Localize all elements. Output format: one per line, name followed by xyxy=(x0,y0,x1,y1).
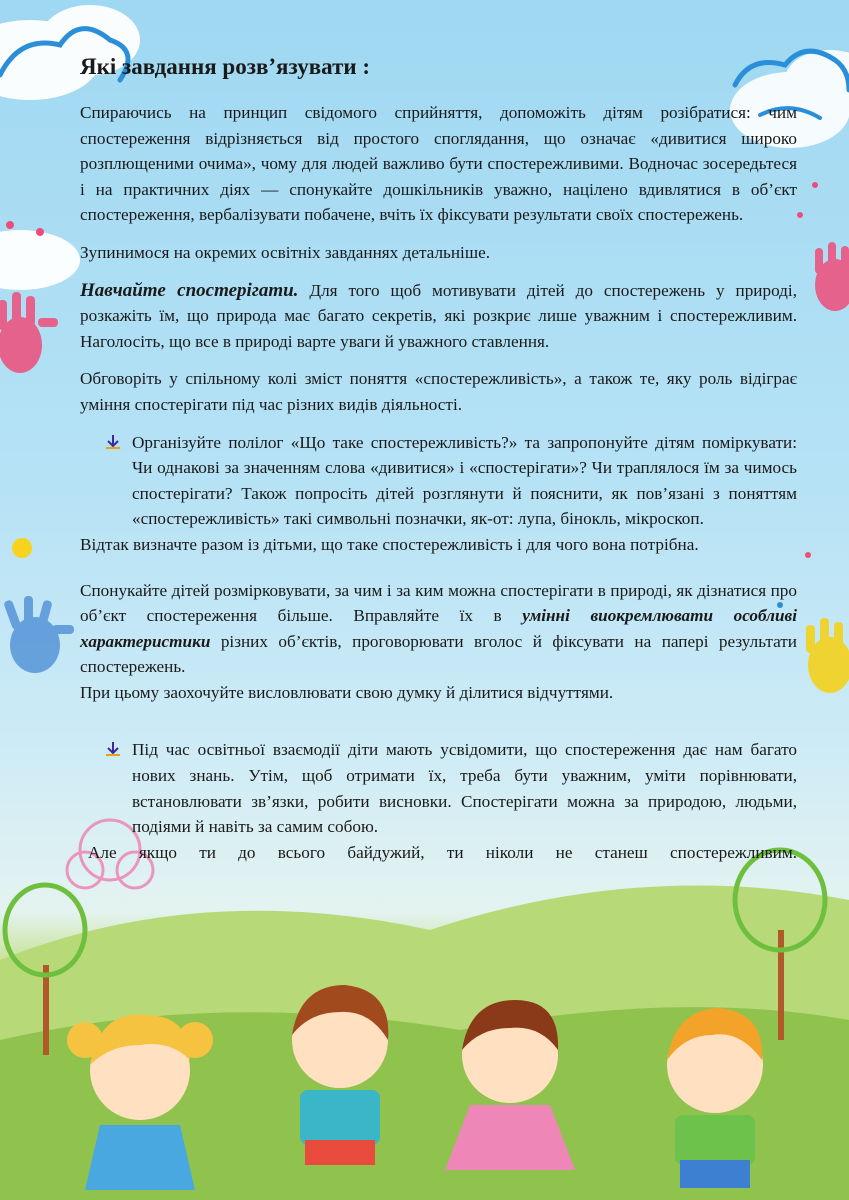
article xyxy=(80,52,797,877)
handprint-icon xyxy=(3,596,74,673)
paragraph: Відтак визначте разом із дітьми, що таке спостережливість і для чого вона потрібна. xyxy=(80,534,699,554)
paragraph-characteristics xyxy=(80,578,797,680)
paragraph: При цьому заохочуйте висловлювати свою думку й ділитися відчуттями. xyxy=(80,682,614,702)
paragraph-observe xyxy=(80,278,797,355)
intro-paragraph: Спираючись на принцип свідомого сприйняття, допоможіть дітям розібратися: чим спостереження відрізняється від простого споглядання, що означає «дивитися широко розплющеними очима», чому для людей важливо бути спостережливими. Водночас зосередьтеся і на практичних діях — спонукайте дошкільників уважно, націлено вдивлятися в об’єкт спостереження, вербалізувати побачене, вчіть їх фіксувати результати своїх спостережень. xyxy=(80,103,797,225)
page-title: Які завдання розв’язувати : xyxy=(80,54,371,79)
bullet-arrow-icon xyxy=(106,435,120,449)
bullet-arrow-icon xyxy=(106,742,120,756)
paragraph: Обговоріть у спільному колі зміст поняття «спостережливість», а також те, яку роль відіграє уміння спостерігати під час різних видів діяльності. xyxy=(80,369,797,414)
emphasis: умінні виокремлювати особливі характеристики xyxy=(80,606,798,651)
closing-paragraph: Але якщо ти до всього байдужий, ти ніколи не станеш спостережливим. xyxy=(88,842,797,862)
handprint-icon xyxy=(806,618,849,693)
paragraph-text: Спонукайте дітей розмірковувати, за чим і за ким можна спостерігати в природі, як дізнатися про об’єкт спостереження більше. Вправляйте їх в xyxy=(80,580,797,626)
list-item xyxy=(80,430,797,532)
paragraph: Зупинимося на окремих освітніх завданнях детальніше. xyxy=(80,242,490,262)
list-item-text: Організуйте полілог «Що таке спостережливість?» та запропонуйте дітям поміркувати: Чи однакові за значенням слова «дивитися» і «спостерігати»? Чи траплялося їм за чимось спостерігати? Також попросіть дітей розглянути й пояснити, як пов’язані з поняттям «спостережливість» такі символьні позначки, як-от: лупа, бінокль, мікроскоп. xyxy=(132,432,797,529)
handprint-icon xyxy=(815,242,849,311)
list-item xyxy=(80,737,797,839)
lead-phrase: Навчайте спостерігати. xyxy=(80,279,299,301)
handprint-icon xyxy=(0,292,58,373)
paragraph-text: Для того щоб мотивувати дітей до спостережень у природі, розкажіть їм, що природа має багато секретів, які розкриє лише уважним і спостережливим. Наголосіть, що все в природі варте уваги й уважного ставлення. xyxy=(80,280,797,351)
list-item-text: Під час освітньої взаємодії діти мають усвідомити, що спостереження дає нам багато нових знань. Утім, щоб отримати їх, треба бути уважним, уміти порівнювати, встановлювати зв’язки, робити висновки. Спостерігати можна за природою, людьми, подіями й навіть за самим собою. xyxy=(132,740,797,837)
paragraph-text: різних об’єктів, проговорювати вголос й фіксувати на папері результати спостережень. xyxy=(80,631,797,677)
